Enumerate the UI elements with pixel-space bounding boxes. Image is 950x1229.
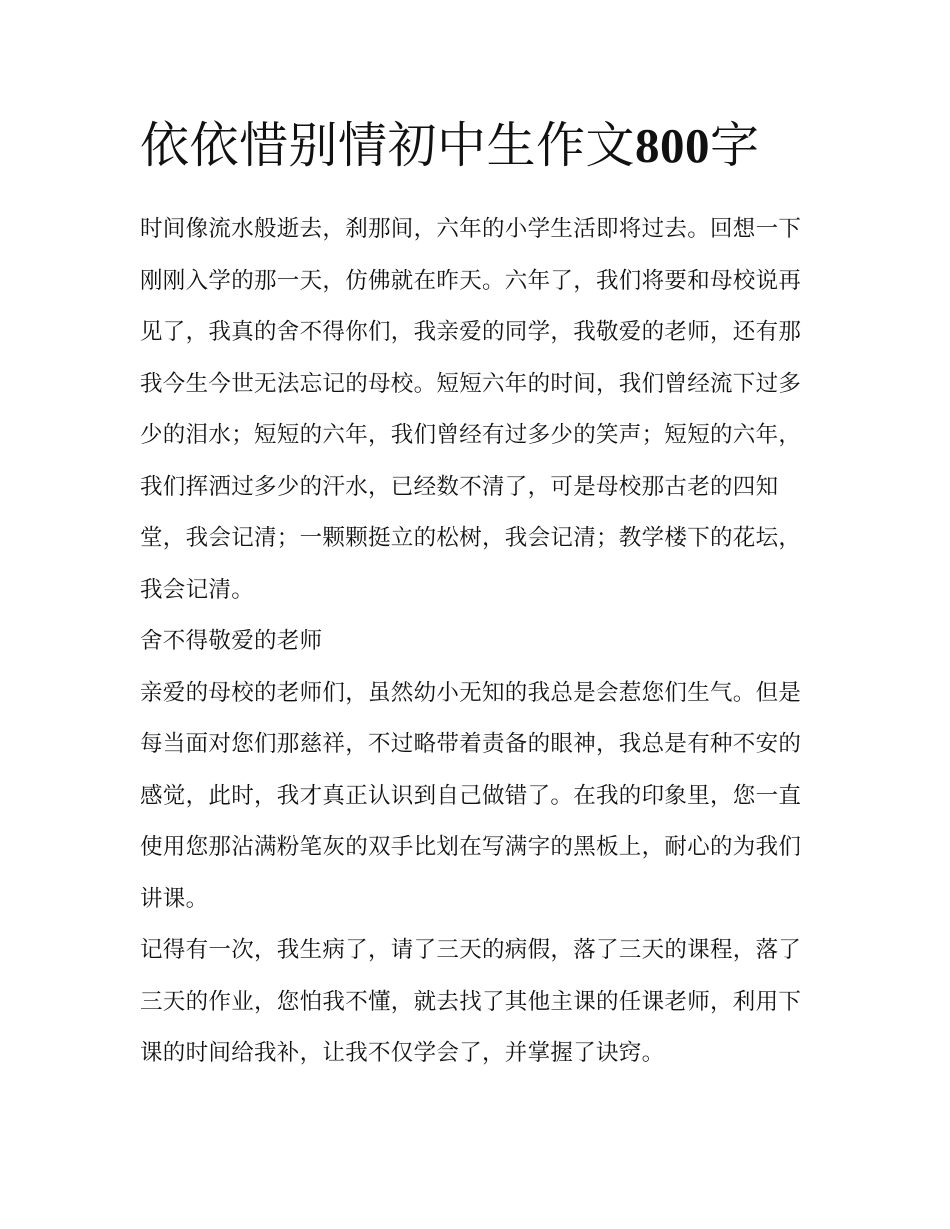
title-text: 依依惜别情初中生作文: [140, 117, 636, 174]
document-title: [140, 110, 815, 182]
paragraph-intro: 时间像流水般逝去，刹那间，六年的小学生活即将过去。回想一下刚刚入学的那一天，仿佛就在昨天。六年了，我们将要和母校说再见了，我真的舍不得你们，我亲爱的同学，我敬爱的老师，还有那我今生今世无法忘记的母校。短短六年的时间，我们曾经流下过多少的泪水；短短的六年，我们曾经有过多少的笑声；短短的六年，我们挥洒过多少的汗水，已经数不清了，可是母校那古老的四知堂，我会记清；一颗颗挺立的松树，我会记清；教学楼下的花坛，我会记清。: [140, 216, 802, 603]
section-heading: 舍不得敬爱的老师: [140, 628, 323, 654]
title-word-count: 800: [635, 118, 711, 173]
paragraph-teachers: 亲爱的母校的老师们，虽然幼小无知的我总是会惹您们生气。但是每当面对您们那慈祥，不过略带着责备的眼神，我总是有种不安的感觉，此时，我才真正认识到自己做错了。在我的印象里，您一直使用您那沾满粉笔灰的双手比划在写满字的黑板上，耐心的为我们讲课。: [140, 679, 802, 912]
document-page: [140, 110, 815, 1080]
paragraph-memory: 记得有一次，我生病了，请了三天的病假，落了三天的课程，落了三天的作业，您怕我不懂，就去找了其他主课的任课老师，利用下课的时间给我补，让我不仅学会了，并掌握了诀窍。: [140, 937, 802, 1066]
title-suffix: 字: [710, 117, 760, 174]
